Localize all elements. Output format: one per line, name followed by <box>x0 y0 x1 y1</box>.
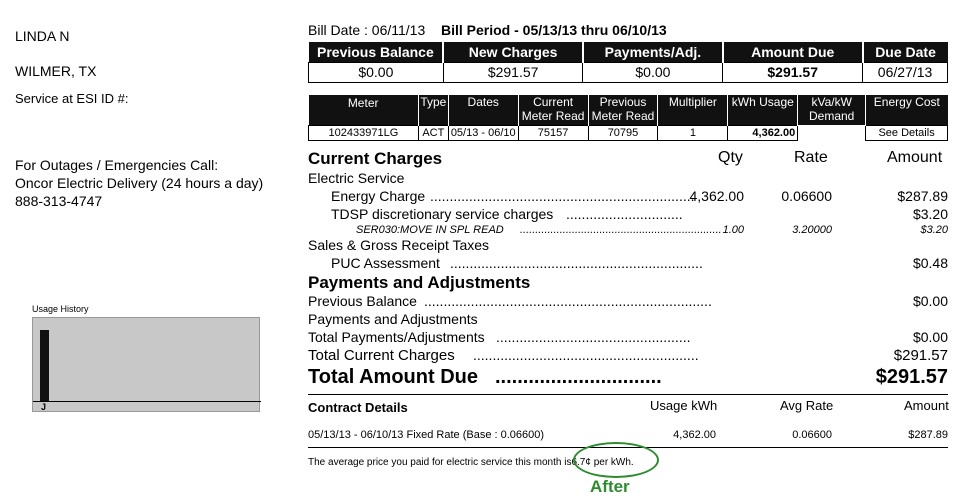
meter-demand <box>798 125 866 140</box>
current-charges-title: Current Charges <box>308 149 443 168</box>
total-current-dots: .......................................................... <box>473 347 699 363</box>
summary-header-new-charges: New Charges <box>443 42 583 62</box>
energy-charge-label: Energy Charge <box>331 188 426 204</box>
payments-adjustments-label: Payments and Adjustments <box>308 311 478 327</box>
rate-header: Rate <box>794 149 828 166</box>
summary-table <box>308 42 948 83</box>
tdsp-label: TDSP discretionary service charges <box>331 206 554 222</box>
contract-usage-header: Usage kWh <box>650 398 718 413</box>
summary-header-amount-due: Amount Due <box>723 42 863 62</box>
usage-axis <box>33 401 261 402</box>
outage-line1: For Outages / Emergencies Call: <box>15 157 219 173</box>
puc-dots: ................................................................. <box>450 255 703 271</box>
meter-multiplier: 1 <box>658 125 728 140</box>
meter-header-energy-cost: Energy Cost <box>866 95 948 125</box>
summary-due-date: 06/27/13 <box>863 62 948 82</box>
contract-usage: 4,362.00 <box>673 429 716 441</box>
tdsp-amount: $3.20 <box>912 206 948 222</box>
total-payments-amount: $0.00 <box>912 329 948 345</box>
summary-new-charges: $291.57 <box>443 62 583 82</box>
average-price-value: is6.7¢ per kWh. <box>564 457 634 468</box>
total-due-label: Total Amount Due <box>308 366 478 388</box>
contract-amount: $287.89 <box>908 429 948 441</box>
summary-payments: $0.00 <box>583 62 723 82</box>
contract-amount-header: Amount <box>904 398 949 413</box>
customer-name: LINDA N <box>15 28 70 44</box>
annotation-after-label: After <box>590 477 630 496</box>
meter-header-dates: Dates <box>448 95 518 125</box>
energy-charge-qty: 4,362.00 <box>689 188 744 204</box>
usage-bar <box>40 330 49 402</box>
energy-charge-rate: 0.06600 <box>781 188 832 204</box>
usage-history-chart <box>32 317 260 412</box>
ser030-label: SER030:MOVE IN SPL READ <box>356 224 504 236</box>
meter-header-current-read: Current Meter Read <box>518 95 588 125</box>
meter-header-multiplier: Multiplier <box>658 95 728 125</box>
contract-avg-rate: 0.06600 <box>792 429 832 441</box>
ser030-amount: $3.20 <box>920 224 948 236</box>
previous-balance-label: Previous Balance <box>308 293 417 309</box>
tdsp-dots: .............................. <box>566 206 683 222</box>
meter-header-meter: Meter <box>309 95 419 125</box>
total-payments-label: Total Payments/Adjustments <box>308 329 485 345</box>
meter-dates: 05/13 - 06/10 <box>448 125 518 140</box>
annotation-circle <box>573 442 659 478</box>
outage-line2: Oncor Electric Delivery (24 hours a day) <box>15 175 264 191</box>
ser030-dots: .................................................................. <box>520 224 722 236</box>
meter-header-kwh-usage: kWh Usage <box>728 95 798 125</box>
puc-amount: $0.48 <box>912 255 948 271</box>
summary-header-due-date: Due Date <box>863 42 948 62</box>
usage-month-label: J <box>41 402 47 412</box>
meter-id: 102433971LG <box>309 125 419 140</box>
contract-top-rule <box>308 394 948 395</box>
usage-history-title: Usage History <box>32 304 89 314</box>
meter-kwh-usage: 4,362.00 <box>728 125 798 140</box>
meter-type: ACT <box>418 125 448 140</box>
meter-energy-cost: See Details <box>866 125 948 140</box>
average-price-prefix: The average price you paid for electric service this month <box>308 457 565 468</box>
summary-header-payments: Payments/Adj. <box>583 42 723 62</box>
amount-header: Amount <box>887 149 943 166</box>
total-current-amount: $291.57 <box>893 347 948 364</box>
contract-title: Contract Details <box>308 400 408 415</box>
summary-prev-balance: $0.00 <box>309 62 444 82</box>
meter-header-previous-read: Previous Meter Read <box>588 95 658 125</box>
sales-tax-label: Sales & Gross Receipt Taxes <box>308 237 490 253</box>
total-due-amount: $291.57 <box>875 366 948 388</box>
meter-current-read: 75157 <box>518 125 588 140</box>
qty-header: Qty <box>718 149 743 166</box>
ser030-rate: 3.20000 <box>792 224 832 236</box>
summary-amount-due: $291.57 <box>723 62 863 82</box>
total-current-label: Total Current Charges <box>308 347 455 364</box>
ser030-qty: 1.00 <box>722 224 744 236</box>
customer-city: WILMER, TX <box>15 63 97 79</box>
energy-charge-dots: .................................................................... <box>430 188 695 204</box>
meter-previous-read: 70795 <box>588 125 658 140</box>
bill-period: Bill Period - 05/13/13 thru 06/10/13 <box>441 22 667 38</box>
energy-charge-amount: $287.89 <box>897 188 948 204</box>
contract-avg-rate-header: Avg Rate <box>780 398 834 413</box>
total-due-dots: .............................. <box>495 366 662 388</box>
outage-phone: 888-313-4747 <box>15 193 103 209</box>
payments-title: Payments and Adjustments <box>308 273 531 292</box>
service-esi-label: Service at ESI ID #: <box>15 91 129 106</box>
meter-header-type: Type <box>418 95 448 125</box>
summary-header-prev-balance: Previous Balance <box>309 42 444 62</box>
contract-period: 05/13/13 - 06/10/13 Fixed Rate (Base : 0.06600) <box>308 429 545 441</box>
meter-table <box>308 95 948 141</box>
total-payments-dots: .................................................. <box>496 329 691 345</box>
puc-label: PUC Assessment <box>331 255 440 271</box>
previous-balance-dots: .......................................................................... <box>424 293 712 309</box>
electric-service-label: Electric Service <box>308 170 405 186</box>
meter-header-demand: kVa/kW Demand <box>798 95 866 125</box>
previous-balance-amount: $0.00 <box>912 293 948 309</box>
bill-date: Bill Date : 06/11/13 <box>308 22 426 38</box>
